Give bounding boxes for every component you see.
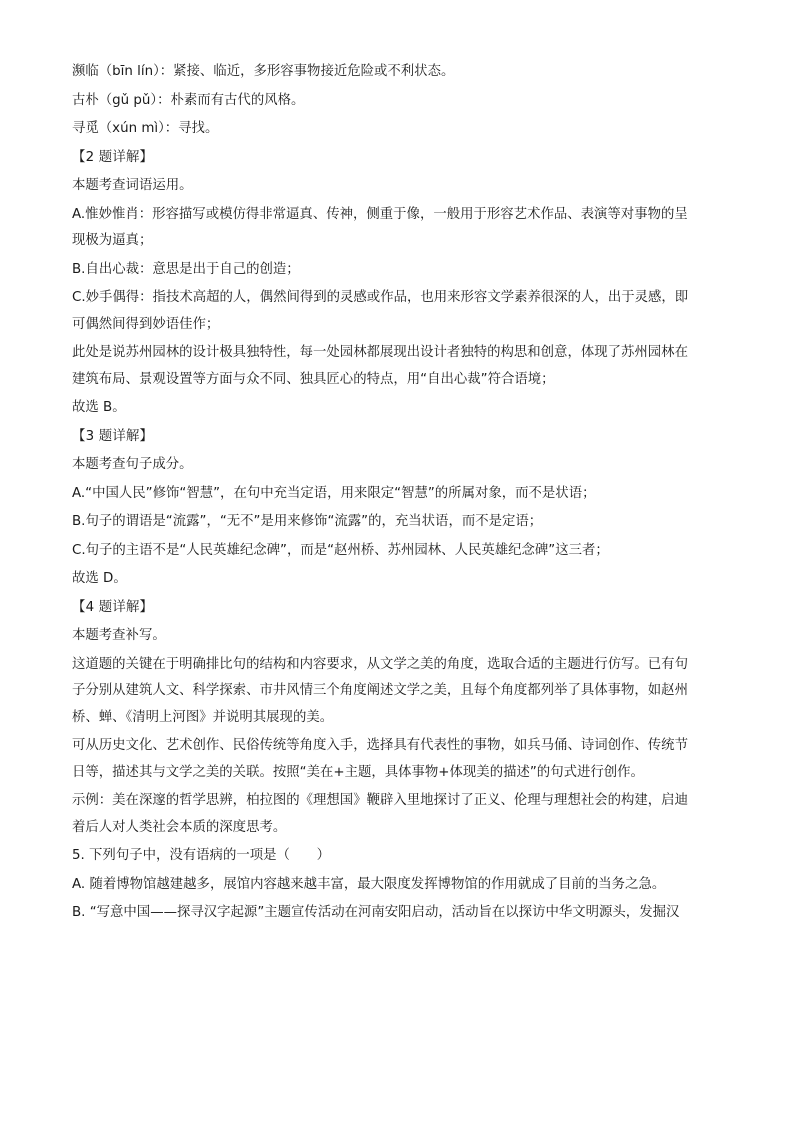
q4-paragraph-1-line: 桥、蝉、《清明上河图》并说明其展现的美。 xyxy=(72,709,334,725)
q3-option-b: B.句子的谓语是“流露”，“无不”是用来修饰“流露”的，充当状语，而不是定语； xyxy=(72,514,543,529)
q4-example-line: 着后人对人类社会本质的深度思考。 xyxy=(72,819,287,835)
q3-option-a: A.“中国人民”修饰“智慧”，在句中充当定语，用来限定“智慧”的所属对象，而不是状语； xyxy=(72,485,596,501)
vocab-xunmi: 寻觅（xún mì）：寻找。 xyxy=(72,121,219,136)
q4-paragraph-2 xyxy=(72,736,722,783)
document-body xyxy=(72,62,722,932)
vocab-gupu: 古朴（gǔ pǔ）：朴素而有古代的风格。 xyxy=(72,92,305,108)
q5-option-a: A. 随着博物馆越建越多，展馆内容越来越丰富，最大限度发挥博物馆的作用就成了目前的当务之急。 xyxy=(72,876,666,892)
q2-intro: 本题考查词语运用。 xyxy=(72,178,193,193)
q2-option-c xyxy=(72,288,722,335)
q2-analysis xyxy=(72,343,722,390)
vocab-binlin: 濒临（bīn lín）：紧接、临近，多形容事物接近危险或不利状态。 xyxy=(72,64,455,79)
q2-heading: 【2 题详解】 xyxy=(72,149,154,165)
q2-option-a-line: 现极为逼真； xyxy=(72,233,153,248)
q4-paragraph-2-line: 可从历史文化、艺术创作、民俗传统等角度入手，选择具有代表性的事物，如兵马俑、诗词创作、传统节 xyxy=(72,738,688,753)
q2-option-c-line: C.妙手偶得：指技术高超的人，偶然间得到的灵感或作品，也用来形容文学素养很深的人，出于灵感，即 xyxy=(72,290,689,305)
q4-paragraph-2-line: 日等，描述其与文学之美的关联。按照“美在+主题，具体事物+体现美的描述”的句式进行创作。 xyxy=(72,764,644,780)
q2-analysis-line: 建筑布局、景观设置等方面与众不同、独具匠心的特点，用“自出心裁”符合语境； xyxy=(72,371,555,387)
q4-intro: 本题考查补写。 xyxy=(72,628,166,643)
q4-example-line: 示例：美在深邃的哲学思辨，柏拉图的《理想国》鞭辟入里地探讨了正义、伦理与理想社会的构建，启迪 xyxy=(72,793,688,808)
q5-option-b: B. “写意中国——探寻汉字起源”主题宣传活动在河南安阳启动，活动旨在以探访中华文明源头，发掘汉 xyxy=(72,905,680,920)
q3-intro: 本题考查句子成分。 xyxy=(72,457,193,472)
q2-option-a xyxy=(72,205,722,252)
q3-option-c: C.句子的主语不是“人民英雄纪念碑”，而是“赵州桥、苏州园林、人民英雄纪念碑”这三者； xyxy=(72,542,609,558)
q3-heading: 【3 题详解】 xyxy=(72,428,154,444)
q2-option-a-line: A.惟妙惟肖：形容描写或模仿得非常逼真、传神，侧重于像，一般用于形容艺术作品、表演等对事物的呈 xyxy=(72,206,688,222)
q2-option-b: B.自出心裁：意思是出于自己的创造； xyxy=(72,261,300,277)
q3-answer: 故选 D。 xyxy=(72,571,127,586)
q2-option-c-line: 可偶然间得到妙语佳作； xyxy=(72,316,220,332)
q4-paragraph-1-line: 这道题的关键在于明确排比句的结构和内容要求，从文学之美的角度，选取合适的主题进行仿写。已有句 xyxy=(72,656,688,672)
q4-example xyxy=(72,791,722,838)
q4-paragraph-1-line: 子分别从建筑人文、科学探索、市井风情三个角度阐述文学之美，且每个角度都列举了具体事物，如赵州 xyxy=(72,683,688,698)
q5-stem: 5. 下列句子中，没有语病的一项是（ ） xyxy=(72,848,331,863)
q4-paragraph-1 xyxy=(72,655,722,728)
q2-analysis-line: 此处是说苏州园林的设计极具独特性，每一处园林都展现出设计者独特的构思和创意，体现了苏州园林在 xyxy=(72,345,688,360)
q4-heading: 【4 题详解】 xyxy=(72,599,154,615)
q2-answer: 故选 B。 xyxy=(72,400,126,415)
